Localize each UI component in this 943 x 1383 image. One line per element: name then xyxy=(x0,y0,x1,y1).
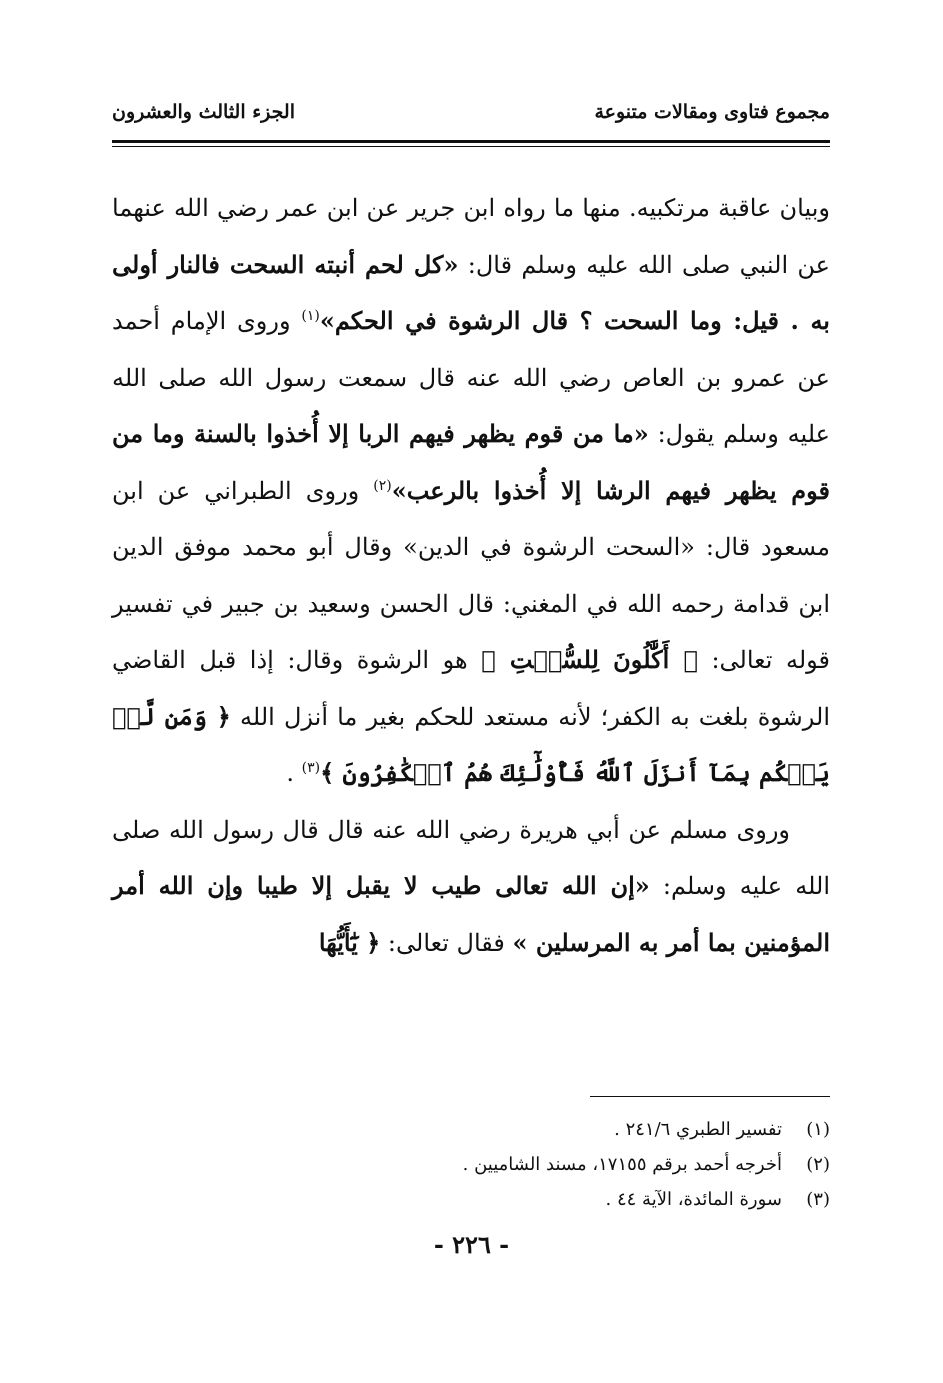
header-rule-thick xyxy=(112,140,830,143)
paragraph-2-text: وروى مسلم عن أبي هريرة رضي الله عنه قال قال رسول الله صلى الله عليه وسلم: xyxy=(112,815,830,900)
paragraph-1-text: وبيان عاقبة مرتكبيه. منها ما رواه ابن جرير عن ابن عمر رضي الله عنهما عن النبي صلى الله عليه وسلم قال: xyxy=(112,194,830,279)
footnote-ref-1[interactable]: (١) xyxy=(301,308,320,324)
footnote-item xyxy=(112,1147,830,1182)
footnote-number: (٢) xyxy=(806,1154,830,1175)
footnote-ref-3[interactable]: (٣) xyxy=(301,760,321,776)
header-rule-thin xyxy=(112,146,830,147)
paragraph-1-text: وروى الطبراني عن ابن مسعود قال: «السحت الرشوة في الدين» وقال أبو محمد موفق الدين ابن قدامة رحمه الله في المغني: قال الحسن وسعيد بن جبير في تفسير قوله تعالى: xyxy=(112,476,830,674)
footnotes xyxy=(112,1112,830,1217)
paragraph-1-text: وروى الإمام أحمد عن عمرو بن العاص رضي الله عنه قال سمعت رسول الله صلى الله عليه وسلم يقول: xyxy=(112,307,831,448)
volume-title: الجزء الثالث والعشرون xyxy=(112,101,295,123)
paragraph-2 xyxy=(112,802,830,972)
book-title: مجموع فتاوى ومقالات متنوعة xyxy=(594,101,830,123)
page-number: - ٢٢٦ - xyxy=(433,1230,510,1259)
paragraph-2-text: فقال تعالى: xyxy=(380,928,513,957)
paragraph-1-text: هو الرشوة وقال: إذا قبل القاضي الرشوة بلغت به الكفر؛ لأنه مستعد للحكم بغير ما أنزل الله xyxy=(112,646,830,731)
paragraph-1 xyxy=(112,180,830,802)
hadith-quote-3: «إن الله تعالى طيب لا يقبل إلا طيبا وإن الله أمر المؤمنين بما أمر به المرسلين » xyxy=(112,871,830,957)
footnote-number: (١) xyxy=(806,1119,830,1140)
hadith-quote-1: «كل لحم أنبته السحت فالنار أولى به . قيل: وما السحت ؟ قال الرشوة في الحكم» xyxy=(112,249,830,335)
footnote-text: تفسير الطبري ٢٤١/٦ . xyxy=(614,1119,782,1140)
running-header xyxy=(112,92,830,132)
footnote-number: (٣) xyxy=(806,1189,830,1210)
quran-verse-1: ﴿ أَكَّٰلُونَ لِلسُّحۡتِ ﴾ xyxy=(481,645,698,674)
footnote-text: أخرجه أحمد برقم ١٧١٥٥، مسند الشاميين . xyxy=(462,1154,782,1175)
footnote-item xyxy=(112,1182,830,1217)
footnote-item xyxy=(112,1112,830,1147)
footnote-text: سورة المائدة، الآية ٤٤ . xyxy=(605,1189,782,1210)
quran-verse-3: ﴿ يَٰٓأَيُّهَا xyxy=(318,927,381,957)
quran-verse-2: ﴿ وَمَن لَّمۡ يَحۡكُم بِمَآ أَنزَلَ ٱللَّهُ فَأُوْلَٰٓئِكَ هُمُ ٱلۡكَٰفِرُونَ ﴾ xyxy=(112,701,830,787)
footnote-ref-2[interactable]: (٢) xyxy=(373,477,392,494)
hadith-quote-2: «ما من قوم يظهر فيهم الربا إلا أُخذوا بالسنة وما من قوم يظهر فيهم الرشا إلا أُخذوا بالرعب» xyxy=(112,419,830,505)
paragraph-1-text: . xyxy=(286,759,302,787)
main-text xyxy=(112,180,830,971)
footnote-separator xyxy=(590,1096,830,1097)
